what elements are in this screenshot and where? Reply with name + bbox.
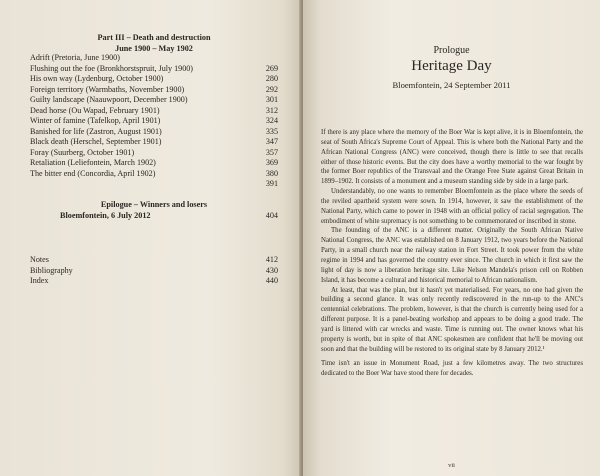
epilogue-row — [30, 210, 278, 221]
toc-page-number: 412 — [265, 255, 278, 264]
toc-row — [30, 94, 278, 105]
epilogue-title: Epilogue – Winners and losers — [100, 200, 208, 209]
toc-chapter-title: The bitter end (Concordia, April 1902) — [30, 168, 156, 178]
toc-chapter-title: Retaliation (Leliefontein, March 1902) — [30, 158, 156, 167]
toc-row — [30, 115, 278, 126]
toc-row — [30, 63, 278, 74]
toc-row — [30, 105, 278, 116]
toc-chapter-title: Black death (Herschel, September 1901) — [30, 137, 162, 146]
back-matter-row — [30, 254, 278, 265]
toc-page-number: 280 — [265, 74, 278, 83]
toc-chapter-title: Dead horse (Ou Wapad, February 1901) — [30, 105, 160, 115]
toc-chapter-title: Guilty landscape (Naauwpoort, December 1900) — [30, 95, 188, 104]
toc-row — [30, 73, 278, 84]
toc-page-number: 357 — [265, 147, 278, 157]
part-title: Part III – Death and destruction — [97, 33, 211, 42]
toc-page-number: 269 — [265, 63, 278, 73]
epilogue-heading — [30, 199, 278, 210]
toc-page-number: 430 — [265, 265, 278, 275]
part-dates: June 1900 – May 1902 — [115, 44, 193, 53]
toc-row — [30, 147, 278, 158]
body-paragraph: Time isn't an issue in Monument Road, just a few kilometres away. The two structures dedicated to the Boer War have stood there for decades. — [321, 360, 583, 378]
back-matter-title: Bibliography — [30, 265, 73, 275]
toc-chapter-title: Foreign territory (Warmbaths, November 1900) — [30, 84, 185, 94]
page-folio: vii — [448, 462, 455, 469]
toc-chapter-title: Foray (Suurberg, October 1901) — [30, 147, 135, 157]
back-matter-title: Index — [30, 276, 49, 285]
back-matter-row — [30, 265, 278, 276]
toc-chapter-title: Winter of famine (Tafelkop, April 1901) — [30, 116, 161, 125]
toc-page-number: 292 — [265, 84, 278, 94]
toc-page-number: 301 — [265, 95, 278, 104]
toc-page-number: 391 — [265, 179, 278, 188]
toc-chapter-title: Flushing out the foe (Bronkhorstspruit, July 1900) — [30, 63, 193, 73]
part-heading — [30, 32, 278, 54]
prologue-title: Heritage Day — [411, 58, 492, 74]
body-paragraph: At least, that was the plan, but it hasn't yet materialised. For years, no one had given the building a second glance. It was only recently rediscovered in the run-up to the ANC's centennial celebrations. The problem, however, is that the church is currently being used for a different purpose. It is a panel-beating workshop and appears to be doing a good trade. The yard is littered with car wrecks and waste. Time is running out. The owner knows what his property is worth, but in spite of that ANC spokesmen are confident that he'll be moving out soon and that the building will be restored to its original state by 8 January 2012.¹ — [321, 286, 583, 353]
toc-page-number: 324 — [265, 116, 278, 125]
toc-page-number: 380 — [265, 168, 278, 178]
toc-chapter-title: Adrift (Pretoria, June 1900) — [30, 53, 120, 62]
prologue-place-date: Bloemfontein, 24 September 2011 — [392, 80, 511, 90]
prologue-label: Prologue — [433, 45, 470, 56]
toc-chapter-title: His own way (Lydenburg, October 1900) — [30, 74, 164, 83]
body-paragraph: The founding of the ANC is a different matter. Originally the South African Native National Congress, the ANC was established on 8 January 1912, two years before the National Party, in a small church near the railway station in Fort Street. It took power from the white regime in 1994 and has governed the country ever since. The church in which it first saw the light of day is now a liberation heritage site. Like Nelson Mandela's prison cell on Robben Island, it has become a cultural and historical memorial to African nationalism. — [321, 227, 583, 284]
toc-row — [30, 168, 278, 179]
toc-page-number: 369 — [265, 158, 278, 167]
toc-row — [30, 52, 278, 63]
toc-extra-page-row — [30, 178, 278, 189]
back-matter-title: Notes — [30, 255, 49, 264]
toc-page-number: 347 — [265, 137, 278, 146]
body-paragraph: If there is any place where the memory of the Boer War is kept alive, it is in Bloemfontein, the seat of South Africa's Supreme Court of Appeal. This is where both the National Party and the African National Congress (ANC) were conceived, though there is little to see that recalls either of those historic events. But the city does have a worthy memorial to the war fought by the former Boer republics of the Transvaal and the Orange Free State against Great Britain in 1899–1902. It consists of a monument and a museum standing side by side in a large park. — [321, 129, 583, 186]
toc-page-number: 312 — [265, 105, 278, 115]
toc-row — [30, 136, 278, 147]
body-paragraph: Understandably, no one wants to remember Bloemfontein as the place where the seeds of the reviled apartheid system were sown. In 1914, however, it saw the establishment of the National Party, which came to power in 1948 with an official policy of racial segregation. The embodiment of white supremacy is not something to be commemorated or inscribed in stone. — [321, 188, 583, 225]
toc-row — [30, 84, 278, 95]
prologue-page — [303, 0, 600, 476]
toc-row — [30, 157, 278, 168]
toc-page-number: 335 — [265, 126, 278, 136]
toc-chapter-title: Banished for life (Zastron, August 1901) — [30, 126, 162, 136]
toc-page-number: 440 — [265, 276, 278, 285]
toc-row — [30, 126, 278, 137]
epilogue-page: 404 — [265, 211, 278, 220]
epilogue-subtitle: Bloemfontein, 6 July 2012 — [60, 211, 151, 220]
prologue-body — [321, 128, 583, 379]
back-matter-row — [30, 275, 278, 286]
